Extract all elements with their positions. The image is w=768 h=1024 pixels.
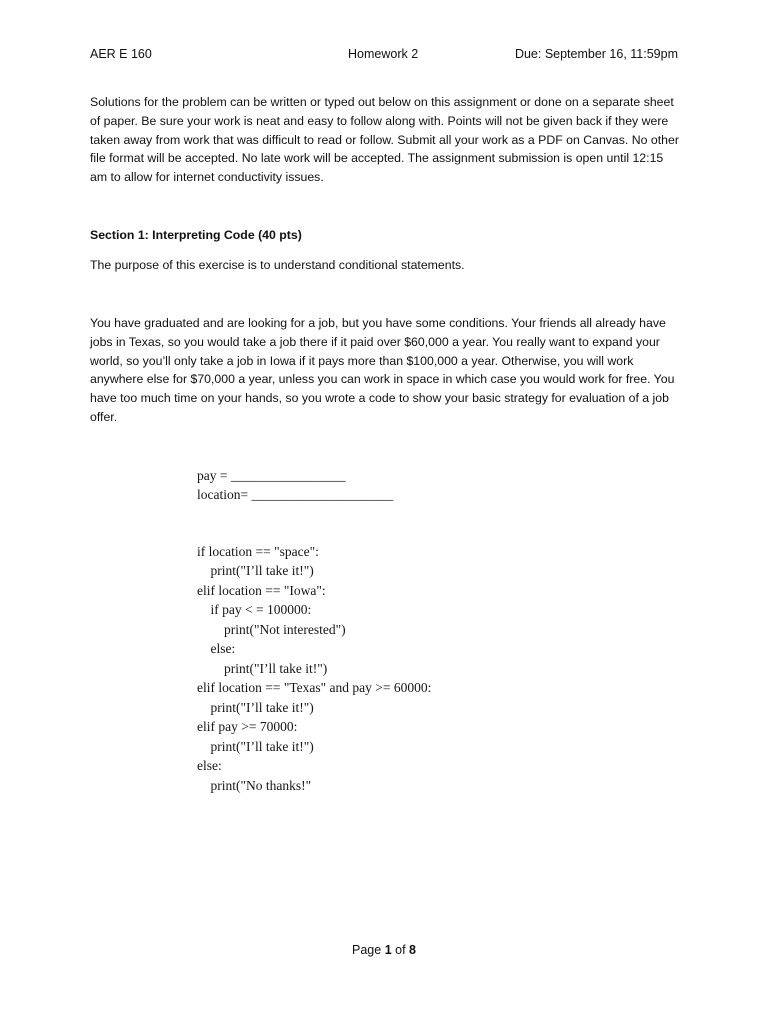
code-line: elif location == "Iowa": xyxy=(197,583,326,598)
instructions-paragraph: Solutions for the problem can be written or typed out below on this assignment or done on a separate sheet of paper. Be sure your work is neat and easy to follow along with. Points will not be given back if they were taken away from work that was difficult to read or follow. Submit all your work as a PDF on Canvas. No other file format will be accepted. No late work will be accepted. The assignment submission is open until 12:15 am to allow for internet conductivity issues. xyxy=(90,95,679,185)
code-line: if pay < = 100000: xyxy=(197,602,312,617)
code-line: print("No thanks!" xyxy=(197,778,312,793)
purpose-paragraph: The purpose of this exercise is to understand conditional statements. xyxy=(90,258,465,272)
course-code: AER E 160 xyxy=(90,47,152,61)
page-header xyxy=(90,47,678,67)
code-line: elif pay >= 70000: xyxy=(197,719,298,734)
section-heading: Section 1: Interpreting Code (40 pts) xyxy=(90,228,302,242)
code-line: if location == "space": xyxy=(197,544,319,559)
code-line: print("I’ll take it!") xyxy=(197,563,314,578)
code-line: print("I’ll take it!") xyxy=(197,661,328,676)
code-line-pay: pay = _________________ xyxy=(197,468,346,483)
code-line: else: xyxy=(197,758,222,773)
page-footer xyxy=(0,943,768,957)
of-label: of xyxy=(395,943,406,957)
code-line: else: xyxy=(197,641,236,656)
assignment-title: Homework 2 xyxy=(348,47,419,61)
code-line-location: location= _____________________ xyxy=(197,487,394,502)
page-label: Page xyxy=(352,943,382,957)
code-line: print("I’ll take it!") xyxy=(197,700,314,715)
page-number: 1 xyxy=(384,943,392,957)
problem-description: You have graduated and are looking for a job, but you have some conditions. Your friends all already have jobs in Texas, so you would take a job there if it paid over $60,000 a year. You really want to expand your world, so you’ll only take a job in Iowa if it pays more than $100,000 a year. Otherwise, you will work anywhere else for $70,000 a year, unless you can work in space in which case you would work for free. You have too much time on your hands, so you wrote a code to show your basic strategy for evaluation of a job offer. xyxy=(90,316,675,424)
code-line: print("Not interested") xyxy=(197,622,346,637)
page-total: 8 xyxy=(409,943,416,957)
code-line: print("I’ll take it!") xyxy=(197,739,314,754)
code-line: elif location == "Texas" and pay >= 60000: xyxy=(197,680,432,695)
due-date: Due: September 16, 11:59pm xyxy=(514,47,678,61)
